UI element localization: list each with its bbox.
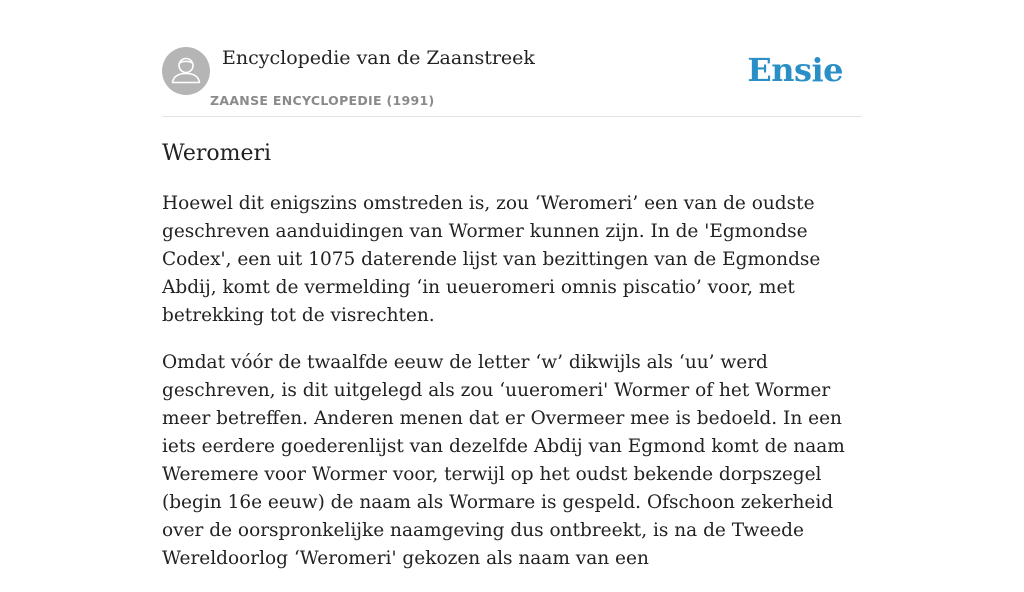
source-subtitle: ZAANSE ENCYCLOPEDIE (1991) (210, 93, 435, 108)
article-title: Weromeri (162, 141, 272, 166)
source-title[interactable]: Encyclopedie van de Zaanstreek (222, 47, 535, 69)
user-avatar-icon[interactable] (162, 47, 210, 95)
article-body (162, 190, 867, 573)
article-paragraph: Hoewel dit enigszins omstreden is, zou ‘Weromeri’ een van de oudste geschreven aanduidingen van Wormer kunnen zijn. In de 'Egmondse Codex', een uit 1075 daterende lijst van bezittingen van de Egmondse Abdij, komt de vermelding ‘in ueueromeri omnis piscatio’ voor, met betrekking tot de visrechten. (162, 193, 821, 326)
person-outline-icon (162, 47, 210, 95)
article-paragraph: Omdat vóór de twaalfde eeuw de letter ‘w’ dikwijls als ‘uu’ werd geschreven, is dit uitgelegd als zou ‘uueromeri' Wormer of het Wormer meer betreffen. Anderen menen dat er Overmeer mee is bedoeld. In een iets eerdere goederenlijst van dezelfde Abdij van Egmond komt de naam Weremere voor Wormer voor, terwijl op het oudst bekende dorpszegel (begin 16e eeuw) de naam als Wormare is gespeld. Ofschoon zekerheid over de oorspronkelijke naamgeving dus ontbreekt, is na de Tweede Wereldoorlog ‘Weromeri' gekozen als naam van een (162, 352, 845, 569)
source-header (162, 46, 862, 117)
ensie-logo[interactable]: Ensie (747, 51, 843, 89)
article (162, 138, 867, 592)
